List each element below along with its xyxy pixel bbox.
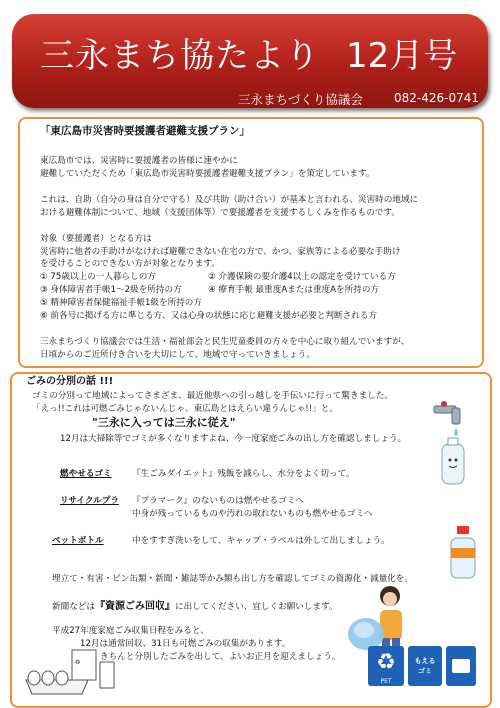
closing-line: 日頃からのご近所付き合いを大切にして、地域で守っていきましょう。 <box>40 350 315 360</box>
category-label: リサイクルプラ <box>60 496 119 506</box>
slogan: "三永に入っては三永に従え" <box>92 416 236 429</box>
organization-name: 三永まちづくり協議会 <box>238 92 363 107</box>
paragraph-line: 対象（要援護者）となる方は <box>40 234 152 244</box>
schedule-line: 12月は通常回収、31日も可燃ごみの収集があります。 <box>80 639 291 649</box>
paragraph-line: おける避難体制について、地域（支援団体等）で要援護者を支援するしくみを作るものです。 <box>40 208 400 218</box>
note-line: 新聞などは『資源ごみ回収』に出してください、宜しくお願いします。 <box>52 601 338 612</box>
intro-line: 12月は大掃除等でゴミが多くなりますよね、今一度家庭ごみの出し方を確認しましょう。 <box>60 434 407 444</box>
can-bin-icon <box>446 646 476 686</box>
paragraph-line: を受けることのできない方が対象となります。 <box>40 259 220 269</box>
header-banner <box>12 14 488 108</box>
faucet-and-bottle-illustration <box>428 400 472 490</box>
condition-item: ⑥ 前各号に掲げる方に準じる方、又は心身の状態に応じ避難支援が必要と判断される方 <box>40 311 378 321</box>
newsletter-title: 三永まち協たより <box>40 36 320 76</box>
category-text: 『生ごみダイエット』残飯を減らし、水分をよく切って。 <box>132 469 355 479</box>
paragraph-line: これは、自助（自分の身は自分で守る）及び共助（助け合い）が基本と言われる、災害時の地域に <box>40 195 419 205</box>
section1-heading: 「東広島市災害時要援護者避難支援プラン」 <box>40 125 250 137</box>
category-text: 中をすすぎ洗いをして、キャップ・ラベルは外して出しましょう。 <box>132 536 390 546</box>
svg-text:♻: ♻ <box>75 659 81 666</box>
issue-month: 12月号 <box>346 36 458 76</box>
phone-number: 082-426-0741 <box>394 91 480 105</box>
intro-line: 「えっ!!これは可燃ごみじゃないんじゃ、東広島とはえらい違うんじゃ!!」と。 <box>32 404 338 414</box>
condition-item: ② 介護保険の要介護4以上の認定を受けている方 <box>208 272 396 282</box>
category-text: 中身が残っているものや汚れの取れないものも燃やせるゴミへ <box>132 509 373 519</box>
paragraph-line: 避難していただくため「東広島市災害時要援護者避難支援プラン」を策定しています。 <box>40 169 375 179</box>
intro-line: ゴミの分別って地域によってさまざま、最近他県への引っ越しを手伝いに行って驚きました。 <box>32 391 393 401</box>
paragraph-line: 東広島市では、災害時に要援護者の皆様に速やかに <box>40 156 238 166</box>
condition-item: ⑤ 精神障害者保健福祉手帳1級を所持の方 <box>40 298 202 308</box>
section2-heading: ごみの分別の話 !!! <box>26 376 114 387</box>
closing-line: 三永まちづくり協議会では生活・福祉部会と民生児童委員の方々を中心に取り組んでいますが、 <box>40 337 410 347</box>
category-label: 燃やせるゴミ <box>60 469 112 479</box>
pet-bottle-illustration <box>446 524 480 580</box>
category-text: 『プラマーク』のないものは燃やせるゴミへ <box>132 496 304 506</box>
egg-carton-and-carton-illustration <box>22 648 118 698</box>
schedule-line: きちんと分別したごみを出して、よいお正月を迎えましょう。 <box>100 652 341 662</box>
burnable-garbage-bin-icon: もえる ゴミ <box>408 646 442 686</box>
note-line: 埋立て・有害・ビン缶類・新聞・雑誌等かみ類も出し方を確認してゴミの資源化・減量化を。 <box>52 574 413 584</box>
recycle-bin-icon: ♻ PET <box>368 646 404 686</box>
condition-item: ③ 身体障害者手帳1～2級を所持の方 <box>40 285 182 295</box>
condition-item: ④ 療育手帳 最重度Aまたは重度Aを所持の方 <box>208 285 380 295</box>
paragraph-line: 災害時に他者の手助けがなければ避難できない在宅の方で、かつ、家族等による必要な手助け <box>40 247 401 257</box>
category-label: ペットボトル <box>52 536 104 546</box>
schedule-line: 平成27年度家庭ごみ収集日程をみると、 <box>52 626 210 636</box>
condition-item: ① 75歳以上の一人暮らしの方 <box>40 272 156 282</box>
